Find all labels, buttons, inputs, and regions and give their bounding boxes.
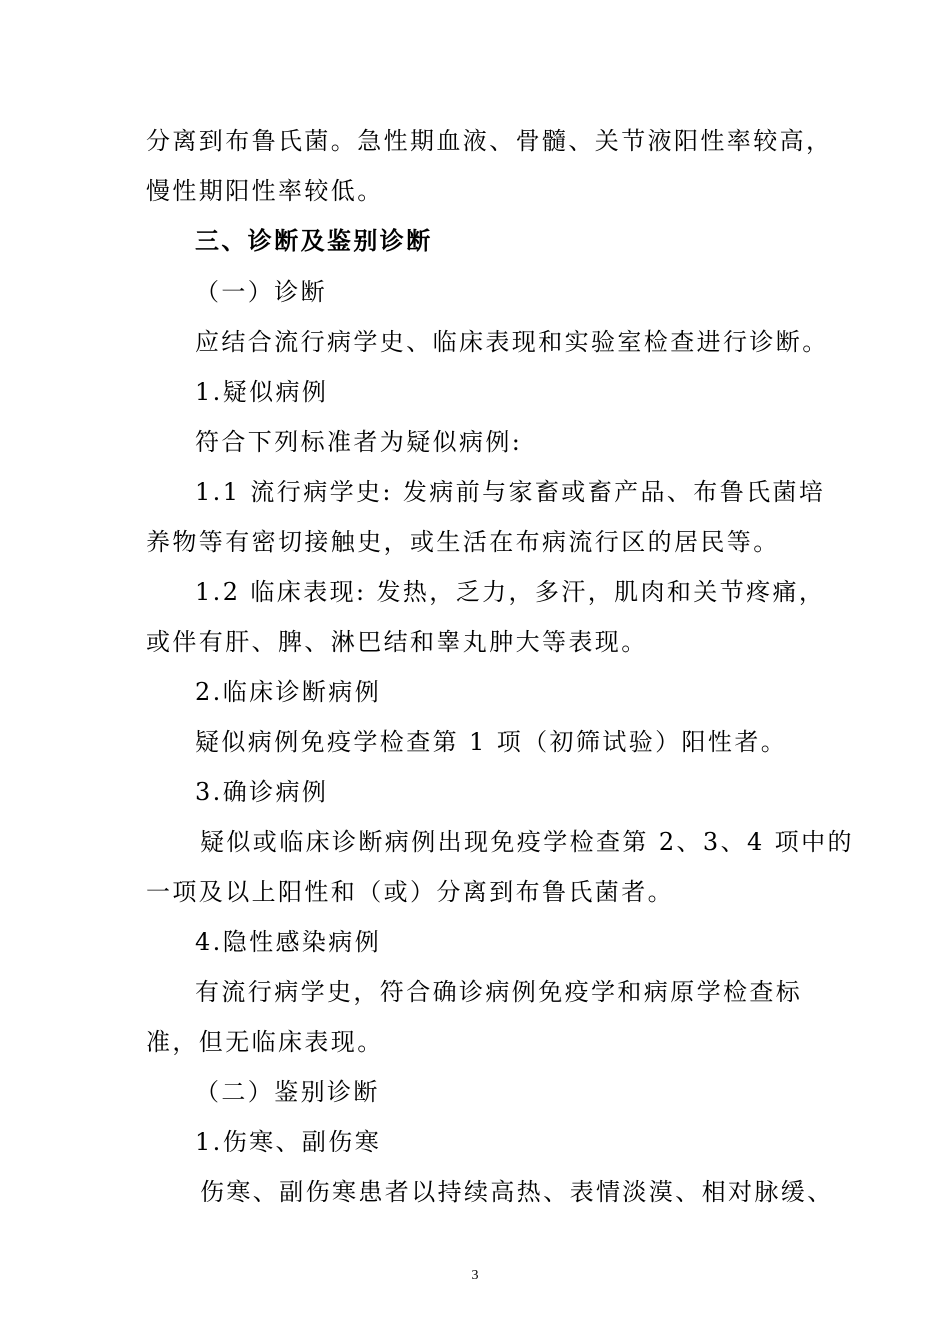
item-heading: 3.确诊病例	[195, 778, 329, 806]
paragraph-line: 伤寒、副伤寒患者以持续高热、表情淡漠、相对脉缓、	[200, 1178, 834, 1206]
item-heading: 4.隐性感染病例	[195, 928, 382, 956]
paragraph-line: 1.2 临床表现: 发热，乏力，多汗，肌肉和关节疼痛，	[195, 578, 826, 606]
item-heading: 2.临床诊断病例	[195, 678, 382, 706]
item-heading: 1.疑似病例	[195, 378, 329, 406]
paragraph-line: 1.1 流行病学史: 发病前与家畜或畜产品、布鲁氏菌培	[195, 478, 826, 506]
item-heading: 1.伤寒、副伤寒	[195, 1128, 382, 1156]
paragraph-line: 疑似病例免疫学检查第 1 项（初筛试验）阳性者。	[195, 728, 788, 756]
paragraph-line: 养物等有密切接触史，或生活在布病流行区的居民等。	[146, 528, 780, 556]
section-heading: 三、诊断及鉴别诊断	[195, 226, 433, 255]
paragraph-line: 有流行病学史，符合确诊病例免疫学和病原学检查标	[195, 978, 803, 1006]
page-number: 3	[471, 1268, 479, 1283]
paragraph-line: 或伴有肝、脾、淋巴结和睾丸肿大等表现。	[146, 628, 648, 656]
paragraph-line: 疑似或临床诊断病例出现免疫学检查第 2、3、4 项中的	[200, 828, 854, 856]
paragraph-line: 准，但无临床表现。	[146, 1028, 384, 1056]
subsection-heading: （一）诊断	[195, 278, 327, 306]
paragraph-line: 应结合流行病学史、临床表现和实验室检查进行诊断。	[195, 328, 829, 356]
subsection-heading: （二）鉴别诊断	[195, 1078, 380, 1106]
paragraph-line: 分离到布鲁氏菌。急性期血液、骨髓、关节液阳性率较高，	[146, 127, 833, 155]
paragraph-line: 慢性期阳性率较低。	[146, 177, 384, 205]
paragraph-line: 符合下列标准者为疑似病例:	[195, 428, 523, 456]
paragraph-line: 一项及以上阳性和（或）分离到布鲁氏菌者。	[146, 878, 674, 906]
